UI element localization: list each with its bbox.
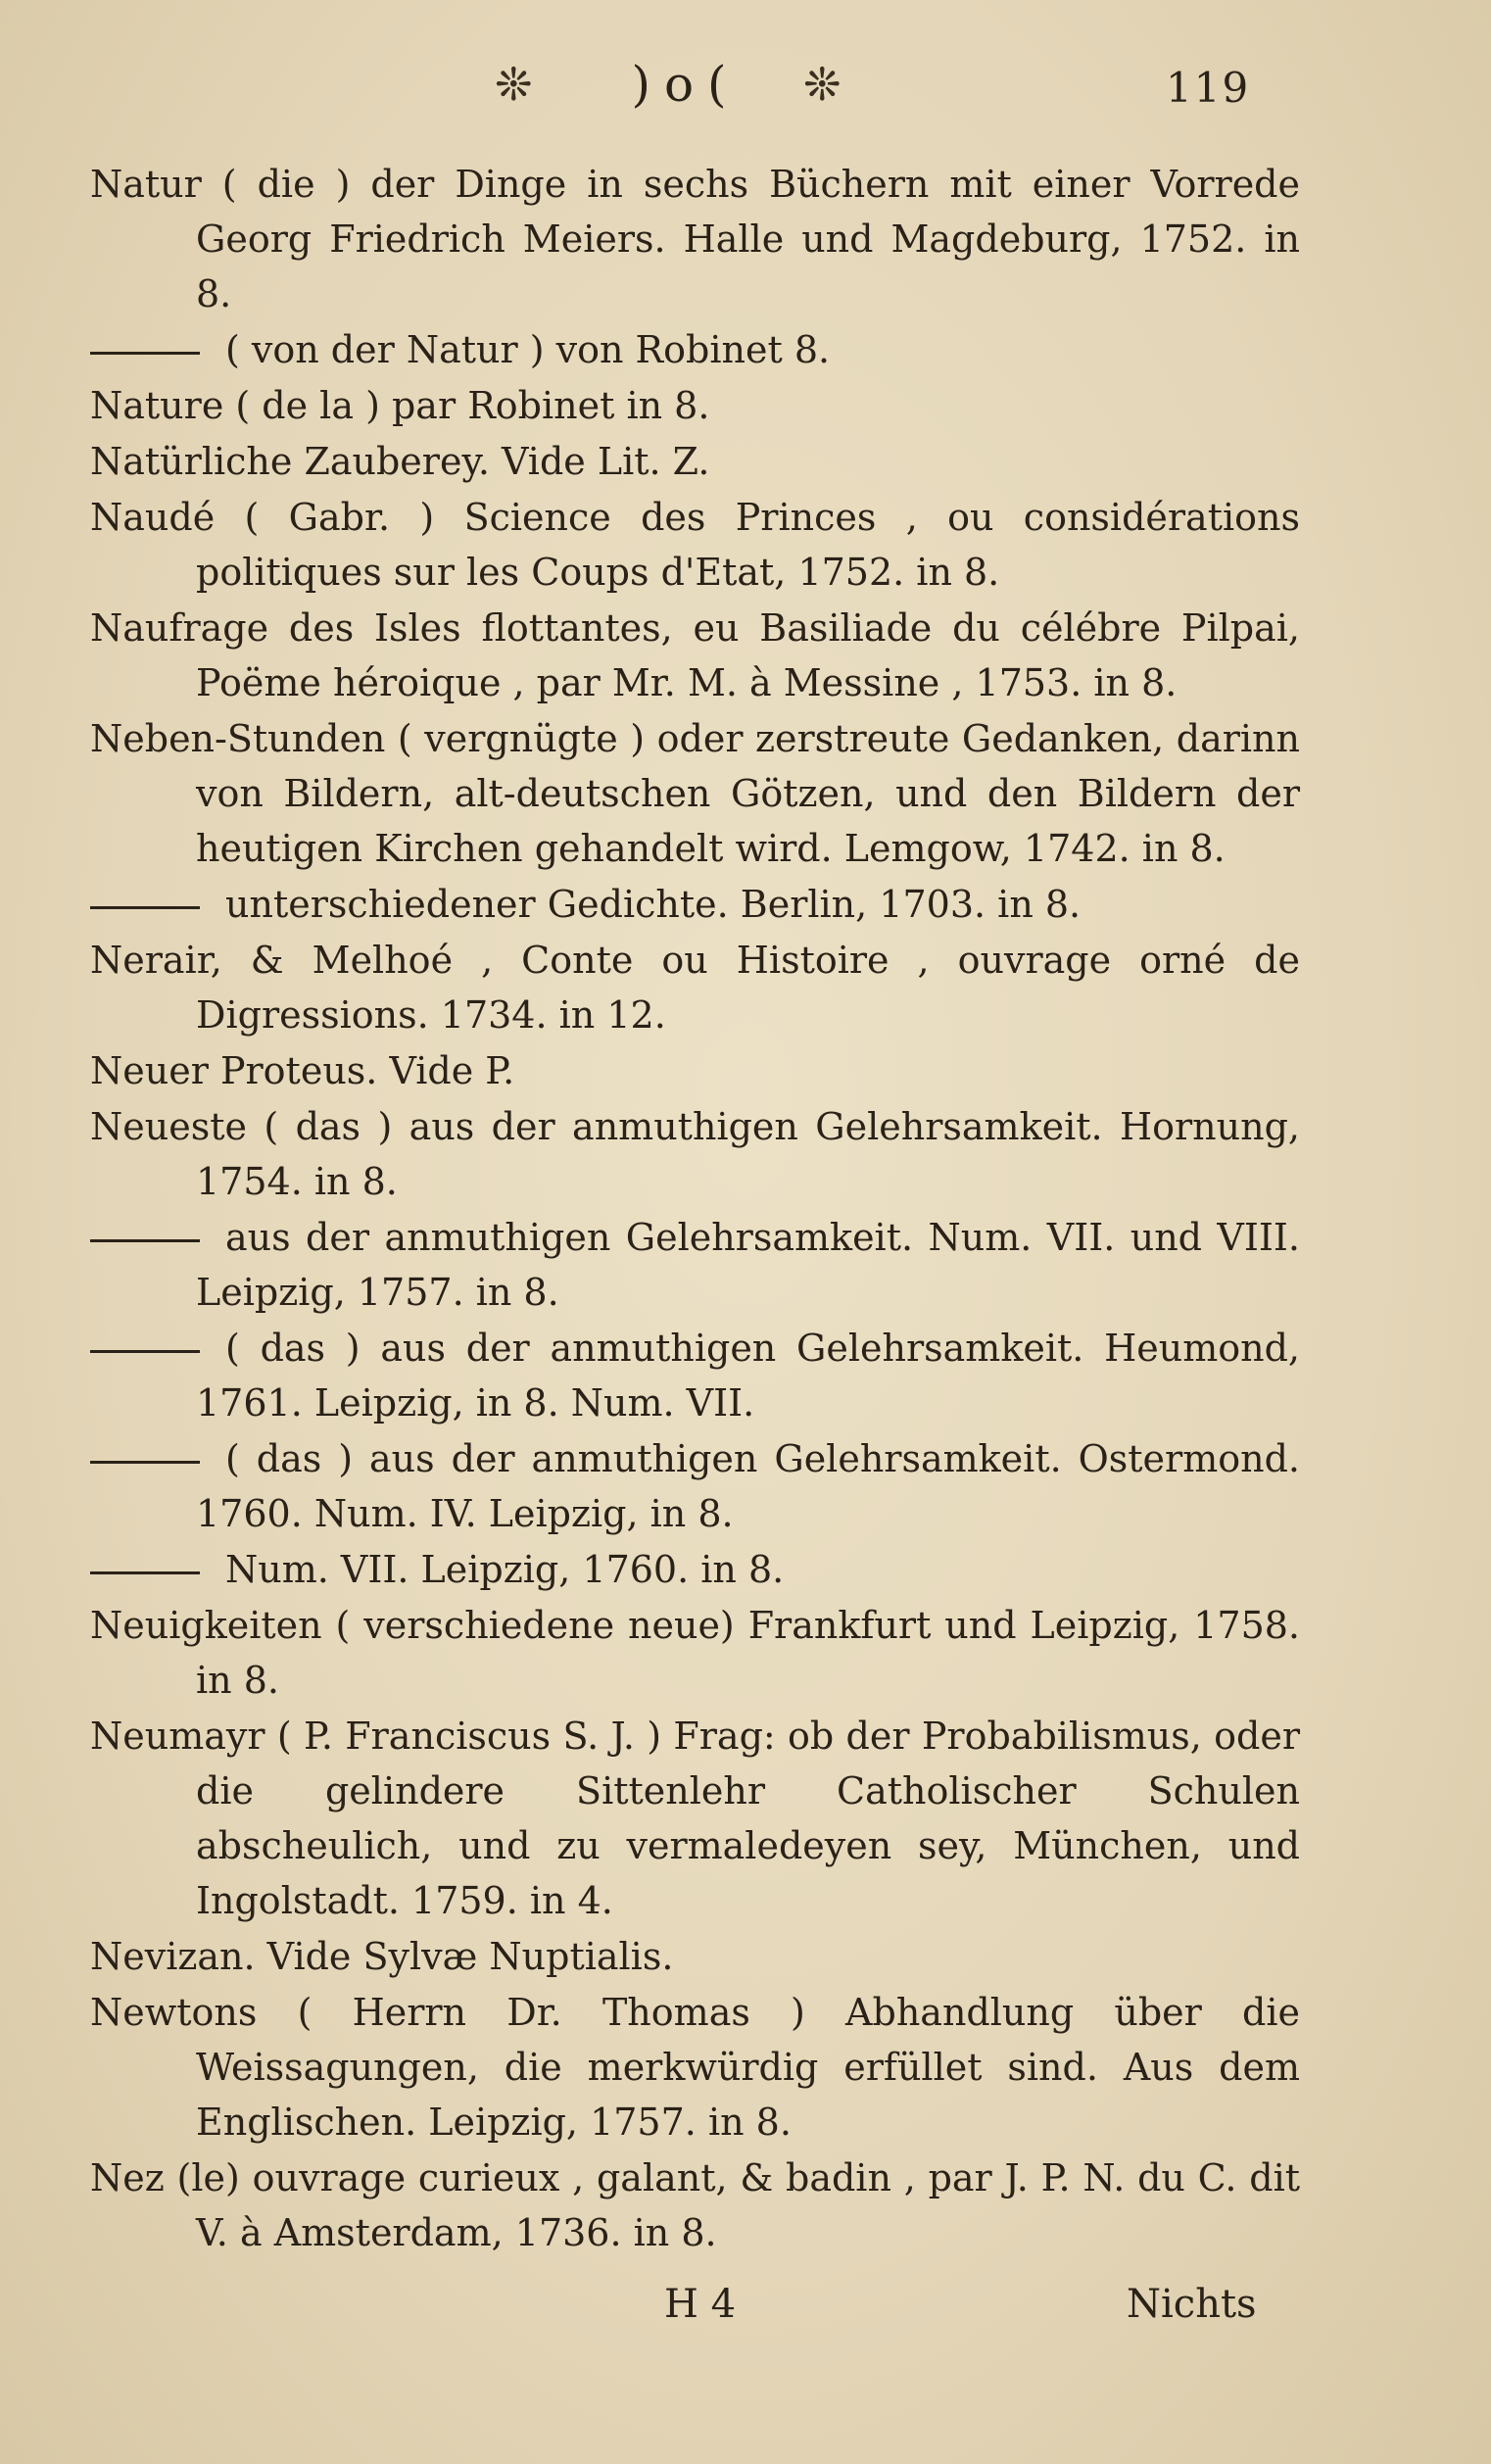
bibliography-entry: ( das ) aus der anmuthigen Gelehrsamkeit. Ostermond. 1760. Num. IV. Leipzig, in 8. — [90, 1431, 1300, 1541]
bibliography-entry: Neueste ( das ) aus der anmuthigen Gelehrsamkeit. Hornung, 1754. in 8. — [90, 1105, 1300, 1203]
ditto-dash — [90, 906, 200, 909]
bibliography-entry: unterschiedener Gedichte. Berlin, 1703. in 8. — [90, 877, 1300, 932]
page-number: 119 — [1166, 64, 1251, 112]
bibliography-entry: Num. VII. Leipzig, 1760. in 8. — [90, 1542, 1300, 1597]
bibliography-entry: Neben-Stunden ( vergnügte ) oder zerstreute Gedanken, darinn von Bildern, alt-deutschen Götzen, und den Bildern der heutigen Kirchen gehandelt wird. Lemgow, 1742. in 8. — [90, 717, 1300, 870]
bibliography-entry: Nez (le) ouvrage curieux , galant, & badin , par J. P. N. du C. dit V. à Amsterdam, 1736. in 8. — [90, 2156, 1300, 2254]
bibliography-entry: Naufrage des Isles flottantes, eu Basiliade du célébre Pilpai, Poëme héroique , par Mr. M. à Messine , 1753. in 8. — [90, 606, 1300, 704]
signature-mark: H 4 — [664, 2282, 737, 2327]
ditto-dash — [90, 1239, 200, 1242]
bibliography-entry: ( das ) aus der anmuthigen Gelehrsamkeit. Heumond, 1761. Leipzig, in 8. Num. VII. — [90, 1321, 1300, 1430]
bibliography-entry: Naudé ( Gabr. ) Science des Princes , ou considérations politiques sur les Coups d'Etat, 1752. in 8. — [90, 496, 1300, 594]
ornament-left-icon: ❊ — [495, 58, 533, 111]
bibliography-list — [90, 157, 1300, 2261]
bibliography-entry: Natur ( die ) der Dinge in sechs Büchern mit einer Vorrede Georg Friedrich Meiers. Halle und Magdeburg, 1752. in 8. — [90, 163, 1300, 315]
bibliography-entry: Neuer Proteus. Vide P. — [90, 1049, 515, 1092]
catchword: Nichts — [1127, 2282, 1257, 2327]
ditto-dash — [90, 352, 200, 355]
bibliography-entry: ( von der Natur ) von Robinet 8. — [90, 322, 1300, 377]
ditto-dash — [90, 1461, 200, 1464]
page-header — [0, 47, 1491, 125]
bibliography-entry: Natürliche Zauberey. Vide Lit. Z. — [90, 440, 710, 483]
ditto-dash — [90, 1350, 200, 1353]
page-footer — [0, 2275, 1491, 2343]
bibliography-entry: Newtons ( Herrn Dr. Thomas ) Abhandlung über die Weissagungen, die merkwürdig erfüllet sind. Aus dem Englischen. Leipzig, 1757. in 8. — [90, 1991, 1300, 2144]
ditto-dash — [90, 1571, 200, 1574]
bibliography-entry: Nerair, & Melhoé , Conte ou Histoire , ouvrage orné de Digressions. 1734. in 12. — [90, 939, 1300, 1037]
ornament-right-icon: ❊ — [803, 58, 842, 111]
bibliography-entry: Nevizan. Vide Sylvæ Nuptialis. — [90, 1935, 674, 1978]
bibliography-entry: Neumayr ( P. Franciscus S. J. ) Frag: ob der Probabilismus, oder die gelindere Sittenlehr Catholischer Schulen abscheulich, und zu vermaledeyen sey, München, und Ingolstadt. 1759. in 4. — [90, 1715, 1300, 1922]
header-divider-mark: )o( — [631, 56, 741, 113]
bibliography-entry: Neuigkeiten ( verschiedene neue) Frankfurt und Leipzig, 1758. in 8. — [90, 1604, 1300, 1702]
bibliography-entry: Nature ( de la ) par Robinet in 8. — [90, 384, 710, 427]
bibliography-entry: aus der anmuthigen Gelehrsamkeit. Num. VII. und VIII. Leipzig, 1757. in 8. — [90, 1210, 1300, 1320]
